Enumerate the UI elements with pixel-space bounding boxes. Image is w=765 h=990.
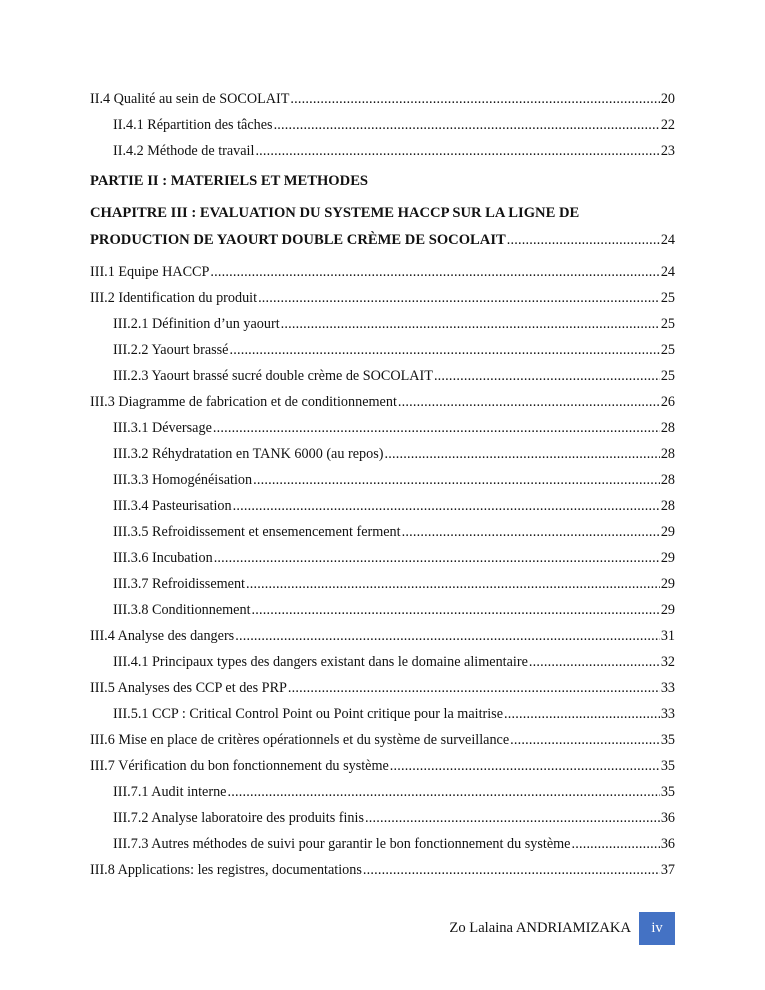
toc-entry[interactable] <box>90 363 675 389</box>
toc-entry-title: III.4.1 Principaux types des dangers existant dans le domaine alimentaire <box>113 654 528 670</box>
toc-entry[interactable] <box>90 415 675 441</box>
toc-entry[interactable] <box>90 493 675 519</box>
toc-entry[interactable] <box>90 337 675 363</box>
toc-entry[interactable] <box>90 753 675 779</box>
toc-dot-leader <box>253 467 660 493</box>
toc-dot-leader <box>363 857 660 883</box>
toc-entry-page: 28 <box>660 472 675 488</box>
toc-entry[interactable] <box>90 675 675 701</box>
toc-dot-leader <box>229 337 659 363</box>
toc-dot-leader <box>434 363 660 389</box>
toc-entry-title: III.5.1 CCP : Critical Control Point ou Point critique pour la maitrise <box>113 706 503 722</box>
toc-entry-title: III.2.2 Yaourt brassé <box>113 342 229 358</box>
toc-dot-leader <box>288 675 660 701</box>
toc-entry[interactable] <box>90 857 675 883</box>
toc-entry-page: 29 <box>660 576 675 592</box>
toc-entry-page: 35 <box>660 732 675 748</box>
toc-entry[interactable] <box>90 112 675 138</box>
toc-part-heading: PARTIE II : MATERIELS ET METHODES <box>90 173 369 189</box>
toc-dot-leader <box>398 389 660 415</box>
toc-entry-page: 32 <box>660 654 675 670</box>
toc-chapter-title: PRODUCTION DE YAOURT DOUBLE CRÈME DE SOCOLAIT <box>90 232 506 248</box>
toc-entry-title: III.7.1 Audit interne <box>113 784 227 800</box>
toc-entry-title: III.2.3 Yaourt brassé sucré double crème de SOCOLAIT <box>113 368 433 384</box>
toc-entry-page: 36 <box>660 810 675 826</box>
toc-entry-title: III.2.1 Définition d’un yaourt <box>113 316 280 332</box>
toc-dot-leader <box>365 805 660 831</box>
toc-entry-page: 29 <box>660 550 675 566</box>
toc-entry[interactable] <box>90 311 675 337</box>
toc-entry-page: 24 <box>660 264 675 280</box>
toc-entry-page: 25 <box>660 342 675 358</box>
toc-entry[interactable] <box>90 779 675 805</box>
toc-dot-leader <box>281 311 660 337</box>
toc-dot-leader <box>246 571 660 597</box>
toc-entry-title: III.4 Analyse des dangers <box>90 628 235 644</box>
toc-dot-leader <box>235 623 660 649</box>
toc-dot-leader <box>255 138 659 164</box>
toc-dot-leader <box>213 415 660 441</box>
toc-dot-leader <box>529 649 660 675</box>
toc-entry[interactable] <box>90 519 675 545</box>
toc-dot-leader <box>390 753 660 779</box>
toc-entry-page: 22 <box>660 117 675 133</box>
toc-entry-title: II.4.2 Méthode de travail <box>113 143 255 159</box>
toc-entry-page: 36 <box>660 836 675 852</box>
toc-entry-title: III.5 Analyses des CCP et des PRP <box>90 680 287 696</box>
toc-entry-title: II.4.1 Répartition des tâches <box>113 117 273 133</box>
toc-entry[interactable] <box>90 597 675 623</box>
toc-entry-title: III.7 Vérification du bon fonctionnement du système <box>90 758 389 774</box>
toc-entry-page: 29 <box>660 602 675 618</box>
toc-entry-title: III.3.2 Réhydratation en TANK 6000 (au repos) <box>113 446 384 462</box>
toc-entry[interactable] <box>90 467 675 493</box>
toc-entry-page: 26 <box>660 394 675 410</box>
toc-entry-page: 28 <box>660 446 675 462</box>
toc-entry-page: 33 <box>660 706 675 722</box>
toc-dot-leader <box>504 701 660 727</box>
toc-entry-page: 28 <box>660 420 675 436</box>
toc-dot-leader <box>402 519 660 545</box>
table-of-contents <box>90 86 675 883</box>
toc-entry-page: 25 <box>660 316 675 332</box>
toc-entry-title: III.3.6 Incubation <box>113 550 213 566</box>
toc-entry[interactable] <box>90 727 675 753</box>
toc-entry-page: 28 <box>660 498 675 514</box>
toc-entry-title: III.3.7 Refroidissement <box>113 576 245 592</box>
toc-entry-page: 37 <box>660 862 675 878</box>
toc-entry-page: 24 <box>660 232 675 248</box>
toc-entry-page: 25 <box>660 290 675 306</box>
toc-entry[interactable] <box>90 138 675 164</box>
toc-entry-title: III.3 Diagramme de fabrication et de conditionnement <box>90 394 397 410</box>
toc-chapter-entry[interactable] <box>90 227 675 253</box>
toc-dot-leader <box>507 227 660 253</box>
toc-entry-title: III.3.4 Pasteurisation <box>113 498 232 514</box>
toc-entry-title: III.8 Applications: les registres, documentations <box>90 862 362 878</box>
toc-entry-page: 25 <box>660 368 675 384</box>
toc-entry-title: II.4 Qualité au sein de SOCOLAIT <box>90 91 290 107</box>
toc-entry[interactable] <box>90 805 675 831</box>
footer-page-number: iv <box>639 912 675 945</box>
toc-dot-leader <box>233 493 660 519</box>
footer-author: Zo Lalaina ANDRIAMIZAKA <box>449 920 631 936</box>
toc-entry[interactable] <box>90 441 675 467</box>
toc-entry[interactable] <box>90 259 675 285</box>
toc-entry[interactable] <box>90 571 675 597</box>
toc-entry-title: III.3.8 Conditionnement <box>113 602 251 618</box>
toc-entry[interactable] <box>90 285 675 311</box>
toc-chapter-heading: CHAPITRE III : EVALUATION DU SYSTEME HACCP SUR LA LIGNE DE <box>90 205 580 221</box>
toc-entry-page: 29 <box>660 524 675 540</box>
toc-dot-leader <box>384 441 659 467</box>
toc-entry-page: 33 <box>660 680 675 696</box>
toc-entry-page: 23 <box>660 143 675 159</box>
toc-entry[interactable] <box>90 86 675 112</box>
toc-entry[interactable] <box>90 831 675 857</box>
toc-entry-page: 35 <box>660 784 675 800</box>
toc-dot-leader <box>210 259 659 285</box>
toc-entry-page: 20 <box>660 91 675 107</box>
toc-dot-leader <box>258 285 660 311</box>
toc-entry-title: III.6 Mise en place de critères opérationnels et du système de surveillance <box>90 732 510 748</box>
toc-entry[interactable] <box>90 389 675 415</box>
toc-entry-title: III.3.5 Refroidissement et ensemencement ferment <box>113 524 401 540</box>
page-footer <box>0 912 765 945</box>
toc-entry[interactable] <box>90 701 675 727</box>
toc-entry-page: 31 <box>660 628 675 644</box>
toc-entry-page: 35 <box>660 758 675 774</box>
toc-entry-title: III.2 Identification du produit <box>90 290 258 306</box>
toc-entry-title: III.7.2 Analyse laboratoire des produits finis <box>113 810 364 826</box>
toc-dot-leader <box>214 545 660 571</box>
toc-dot-leader <box>227 779 659 805</box>
toc-entry[interactable] <box>90 623 675 649</box>
toc-entry-title: III.3.3 Homogénéisation <box>113 472 253 488</box>
toc-dot-leader <box>252 597 660 623</box>
toc-entry[interactable] <box>90 545 675 571</box>
toc-dot-leader <box>290 86 659 112</box>
toc-entry[interactable] <box>90 649 675 675</box>
toc-entry-title: III.3.1 Déversage <box>113 420 212 436</box>
toc-entry-title: III.7.3 Autres méthodes de suivi pour garantir le bon fonctionnement du système <box>113 836 571 852</box>
toc-dot-leader <box>510 727 660 753</box>
toc-dot-leader <box>274 112 660 138</box>
toc-entry-title: III.1 Equipe HACCP <box>90 264 210 280</box>
toc-dot-leader <box>571 831 659 857</box>
